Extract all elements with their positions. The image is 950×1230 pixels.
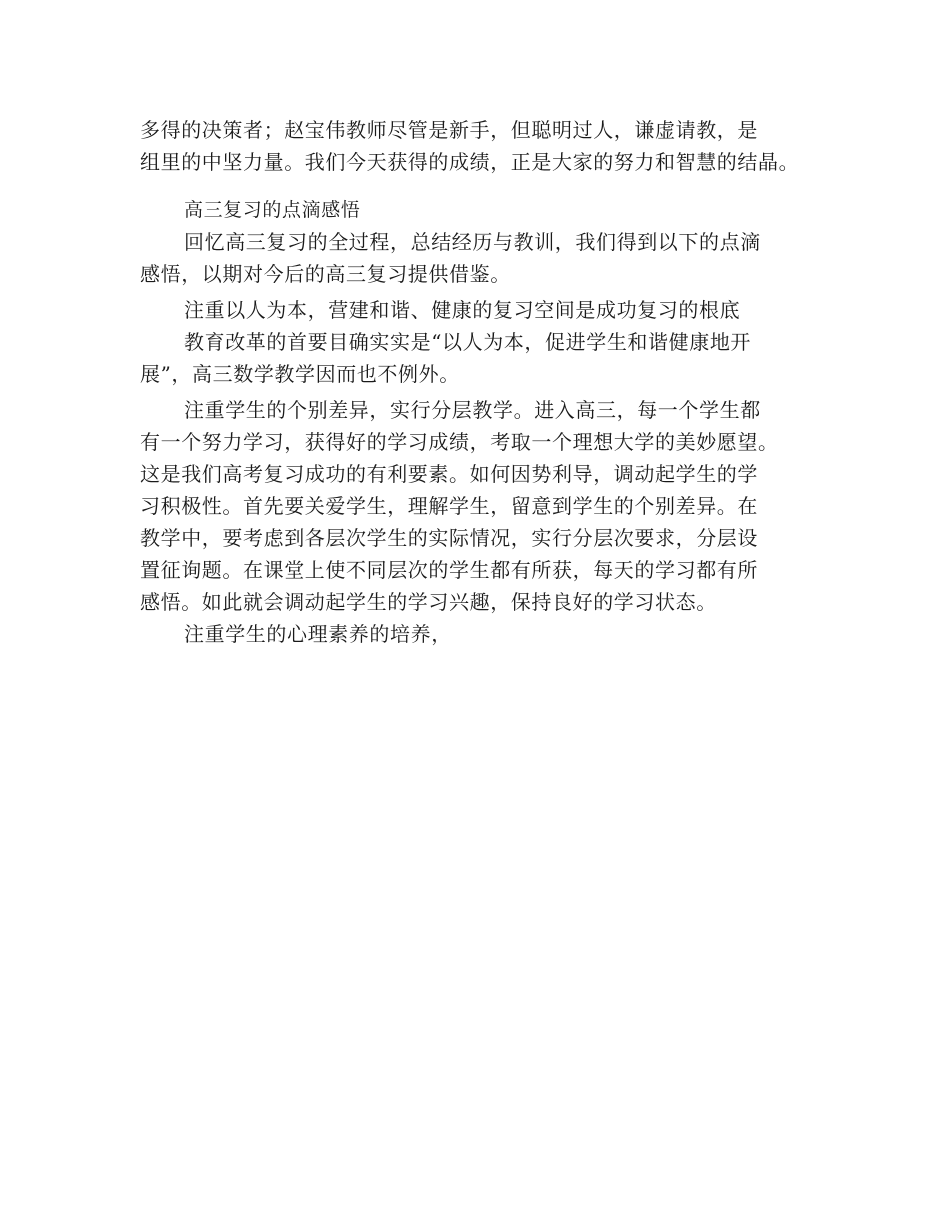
paragraph-line: 感悟。如此就会调动起学生的学习兴趣，保持良好的学习状态。 bbox=[140, 590, 717, 614]
paragraph-line: 置征询题。在课堂上使不同层次的学生都有所获，每天的学习都有所 bbox=[140, 558, 758, 582]
paragraph-line: 教育改革的首要目确实实是“以人为本，促进学生和谐健康地开 bbox=[184, 330, 752, 354]
paragraph-line: 多得的决策者；赵宝伟教师尽管是新手，但聪明过人，谦虚请教，是 bbox=[140, 118, 758, 142]
paragraph-line: 习积极性。首先要关爱学生，理解学生，留意到学生的个别差异。在 bbox=[140, 494, 758, 518]
paragraph-gap bbox=[140, 178, 812, 194]
paragraph-line: 感悟，以期对今后的高三复习提供借鉴。 bbox=[140, 262, 511, 286]
paragraph-line: 回忆高三复习的全过程，总结经历与教训，我们得到以下的点滴 bbox=[184, 230, 761, 254]
section-title: 高三复习的点滴感悟 bbox=[184, 199, 361, 221]
subheading: 注重以人为本，营建和谐、健康的复习空间是成功复习的根底 bbox=[184, 298, 741, 322]
paragraph-line: 注重学生的个别差异，实行分层教学。进入高三，每一个学生都 bbox=[184, 398, 761, 422]
paragraph-line: 展”，高三数学教学因而也不例外。 bbox=[140, 362, 460, 386]
paragraph-line: 有一个努力学习，获得好的学习成绩，考取一个理想大学的美妙愿望。 bbox=[140, 430, 779, 454]
paragraph-line: 教学中，要考虑到各层次学生的实际情况，实行分层次要求，分层设 bbox=[140, 526, 758, 550]
subheading: 注重学生的心理素养的培养， bbox=[184, 622, 452, 646]
document-body bbox=[140, 114, 812, 650]
paragraph-line: 组里的中坚力量。我们今天获得的成绩，正是大家的努力和智慧的结晶。 bbox=[140, 150, 800, 174]
paragraph-line: 这是我们高考复习成功的有利要素。如何因势利导，调动起学生的学 bbox=[140, 462, 758, 486]
